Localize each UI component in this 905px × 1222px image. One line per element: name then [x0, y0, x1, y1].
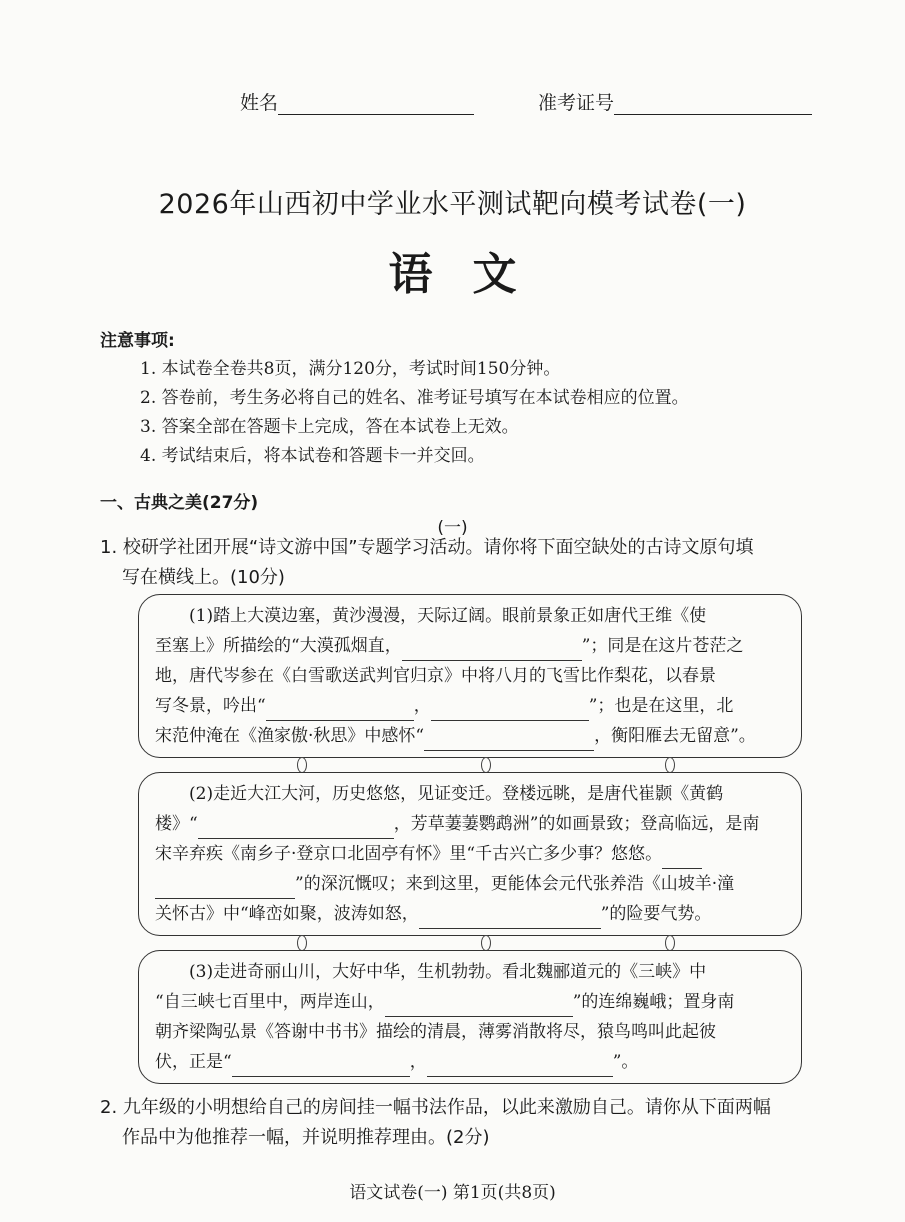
box-1-line: (1)踏上大漠边塞，黄沙漫漫，天际辽阔。眼前景象正如唐代王维《使 — [189, 606, 707, 626]
answer-blank[interactable] — [198, 818, 394, 839]
box-2-line: ”的深沉慨叹；来到这里，更能体会元代张养浩《山坡羊·潼 — [155, 869, 785, 899]
binder-ring-icon — [297, 757, 307, 773]
answer-blank[interactable] — [424, 730, 594, 751]
answer-blank[interactable] — [662, 848, 702, 869]
box-3-line: 伏，正是“ ， ”。 — [155, 1047, 785, 1077]
answer-blank[interactable] — [385, 996, 573, 1017]
answer-blank[interactable] — [402, 640, 582, 661]
question-1-line: 1. 校研学社团开展“诗文游中国”专题学习活动。请你将下面空缺处的古诗文原句填 — [100, 537, 754, 558]
box-2-line: 关怀古》中“峰峦如聚，波涛如怒， ”的险要气势。 — [155, 899, 785, 929]
question-2-line: 2. 九年级的小明想给自己的房间挂一幅书法作品，以此来激励自己。请你从下面两幅 — [100, 1097, 771, 1118]
answer-blank[interactable] — [155, 878, 295, 899]
binder-ring-icon — [665, 757, 675, 773]
box-3-line: 朝齐梁陶弘景《答谢中书书》描绘的清晨，薄雾消散将尽，猿鸟鸣叫此起彼 — [155, 1022, 716, 1042]
notice-heading: 注意事项: — [100, 331, 175, 351]
poem-box-3 — [138, 950, 802, 1084]
section-heading: 一、古典之美(27分) — [100, 493, 259, 513]
poem-box-1 — [138, 594, 802, 758]
binder-ring-icon — [665, 935, 675, 951]
subject-title: 语文 — [388, 249, 557, 300]
box-1-line: 至塞上》所描绘的“大漠孤烟直， ”；同是在这片苍茫之 — [155, 631, 785, 661]
binder-ring-icon — [481, 757, 491, 773]
name-label: 姓名 — [240, 92, 279, 114]
box-1-line: 写冬景，吟出“ ， ”；也是在这里，北 — [155, 691, 785, 721]
id-blank — [614, 96, 812, 115]
answer-blank[interactable] — [419, 908, 601, 929]
answer-blank[interactable] — [431, 700, 589, 721]
question-1 — [100, 533, 830, 593]
answer-blank[interactable] — [266, 700, 414, 721]
question-2-line: 作品中为他推荐一幅，并说明推荐理由。(2分) — [122, 1127, 490, 1148]
binder-ring-icon — [297, 935, 307, 951]
notice-item: 4. 考试结束后，将本试卷和答题卡一并交回。 — [140, 446, 485, 466]
part-heading: (一) — [437, 518, 468, 538]
notice-item: 1. 本试卷全卷共8页，满分120分，考试时间150分钟。 — [140, 359, 561, 379]
exam-title: 2026年山西初中学业水平测试靶向模考试卷(一) — [158, 189, 747, 220]
notice-item: 2. 答卷前，考生务必将自己的姓名、准考证号填写在本试卷相应的位置。 — [140, 388, 689, 408]
question-1-line: 写在横线上。(10分) — [122, 567, 285, 588]
box-2-line: (2)走近大江大河，历史悠悠，见证变迁。登楼远眺，是唐代崔颢《黄鹤 — [189, 784, 724, 804]
poem-box-2 — [138, 772, 802, 936]
name-field — [240, 88, 474, 115]
question-2 — [100, 1093, 830, 1153]
answer-blank[interactable] — [232, 1056, 410, 1077]
box-3-line: “自三峡七百里中，两岸连山， ”的连绵巍峨；置身南 — [155, 987, 785, 1017]
box-1-line: 地，唐代岑参在《白雪歌送武判官归京》中将八月的飞雪比作梨花，以春景 — [155, 666, 716, 686]
id-field — [538, 88, 812, 115]
box-2-line: 楼》“ ，芳草萋萋鹦鹉洲”的如画景致；登高临远，是南 — [155, 809, 785, 839]
notice-item: 3. 答案全部在答题卡上完成，答在本试卷上无效。 — [140, 417, 519, 437]
box-1-line: 宋范仲淹在《渔家傲·秋思》中感怀“ ，衡阳雁去无留意”。 — [155, 721, 785, 751]
name-blank — [278, 96, 474, 115]
answer-blank[interactable] — [427, 1056, 613, 1077]
box-2-line: 宋辛弃疾《南乡子·登京口北固亭有怀》里“千古兴亡多少事？悠悠。 — [155, 839, 785, 869]
page-footer: 语文试卷(一) 第1页(共8页) — [349, 1183, 556, 1203]
binder-ring-icon — [481, 935, 491, 951]
id-label: 准考证号 — [538, 92, 615, 114]
box-3-line: (3)走进奇丽山川，大好中华，生机勃勃。看北魏郦道元的《三峡》中 — [189, 962, 707, 982]
